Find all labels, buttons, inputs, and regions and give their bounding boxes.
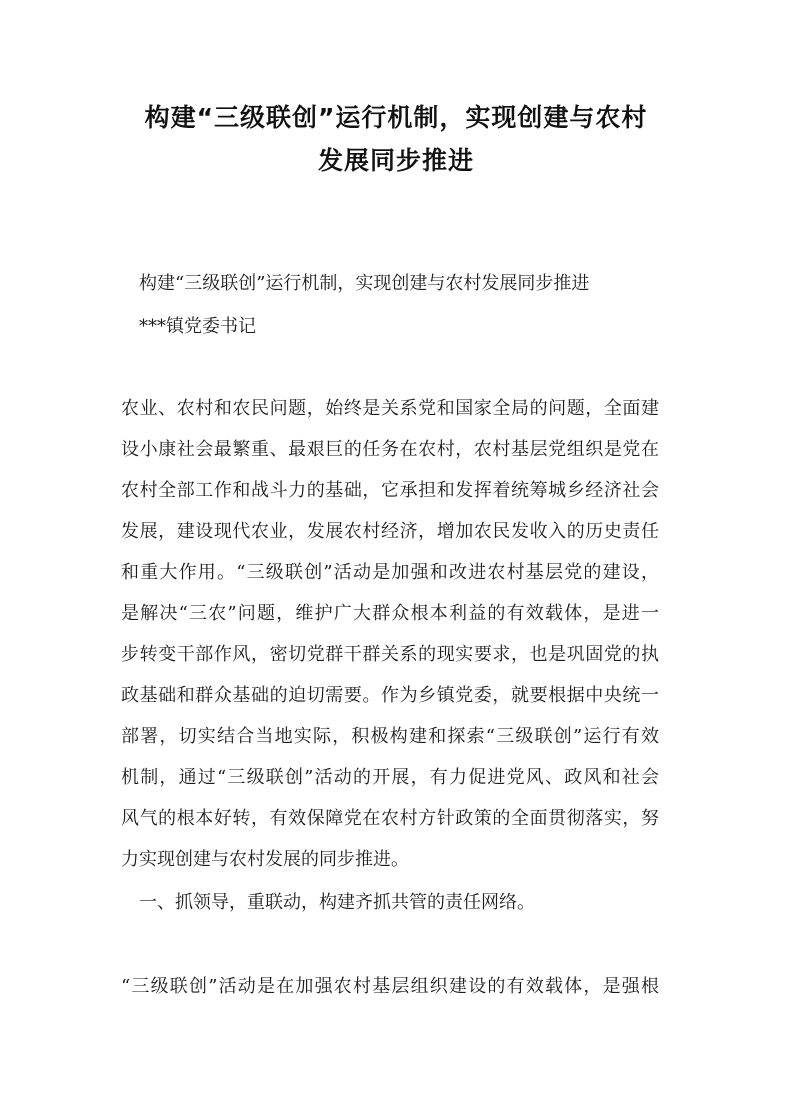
paragraph-line: 发展，建设现代农业，发展农村经济，增加农民发收入的历史责任 <box>121 521 659 542</box>
paragraph-line: 农村全部工作和战斗力的基础，它承担和发挥着统筹城乡经济社会 <box>121 480 659 501</box>
document-subtitle: 构建“三级联创”运行机制，实现创建与农村发展同步推进 <box>139 273 590 294</box>
paragraph-2-line: “三级联创”活动是在加强农村基层组织建设的有效载体，是强根 <box>121 976 659 997</box>
paragraph-line: 设小康社会最繁重、最艰巨的任务在农村，农村基层党组织是党在 <box>121 439 659 460</box>
paragraph-line: 和重大作用。“三级联创”活动是加强和改进农村基层党的建设， <box>121 562 659 583</box>
document-title-line-2: 发展同步推进 <box>317 146 474 175</box>
paragraph-line: 部署，切实结合当地实际，积极构建和探索“三级联创”运行有效 <box>121 726 659 747</box>
paragraph-line: 力实现创建与农村发展的同步推进。 <box>121 849 409 870</box>
document-author: ***镇党委书记 <box>139 316 256 337</box>
paragraph-line: 政基础和群众基础的迫切需要。作为乡镇党委，就要根据中央统一 <box>121 685 659 706</box>
paragraph-line: 风气的根本好转，有效保障党在农村方针政策的全面贯彻落实，努 <box>121 808 659 829</box>
paragraph-line: 农业、农村和农民问题，始终是关系党和国家全局的问题，全面建 <box>121 398 659 419</box>
section-1-heading: 一、抓领导，重联动，构建齐抓共管的责任网络。 <box>139 892 535 913</box>
paragraph-line: 步转变干部作风，密切党群干群关系的现实要求，也是巩固党的执 <box>121 644 659 665</box>
paragraph-line: 机制，通过“三级联创”活动的开展，有力促进党风、政风和社会 <box>121 767 659 788</box>
document-title-line-1: 构建“三级联创”运行机制，实现创建与农村 <box>144 103 648 132</box>
paragraph-line: 是解决“三农”问题，维护广大群众根本利益的有效载体，是进一 <box>121 603 659 624</box>
